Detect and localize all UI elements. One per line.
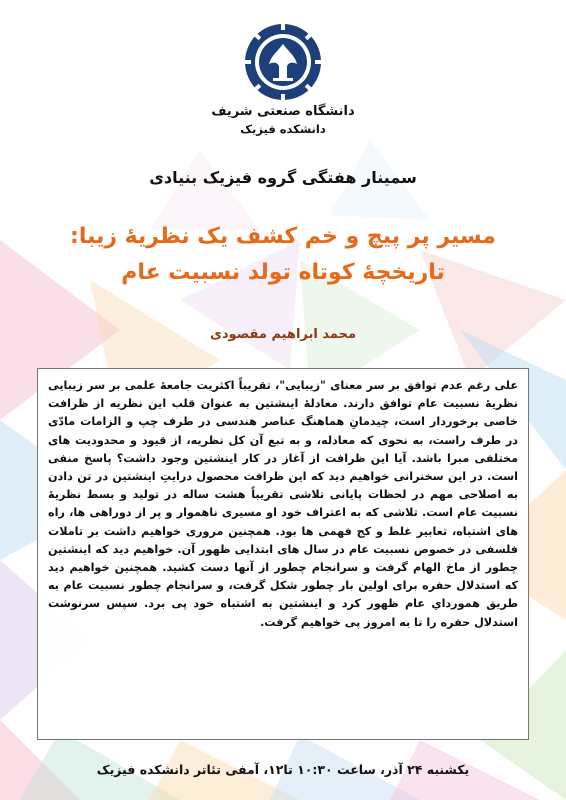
talk-title-line-2: تاریخچهٔ کوتاه تولد نسبیت عام [121, 260, 445, 285]
abstract-box [37, 368, 529, 740]
event-date-time-place: یکشنبه ۲۴ آذر، ساعت ۱۰:۳۰ تا۱۲، آمفی تئاتر دانشکده فیزیک [96, 762, 470, 777]
talk-title-line-1: مسیر پر پیچ و خم کشف یک نظریهٔ زیبا: [70, 224, 496, 249]
university-name: دانشگاه صنعتی شریف [211, 104, 355, 119]
seminar-heading: سمینار هفتگی گروه فیزیک بنیادی [149, 168, 417, 187]
abstract-text: علی رغم عدم توافق بر سر معنای "زیبایی"، تقریباً اکثریت جامعهٔ علمی بر سر زیبایی نظریهٔ نسبیت عام توافق دارند. معادلهٔ اینشتین به عنوان قلب این نظریه از ظرافت خاصی برخوردار است، چیدمانِ هماهنگ عناصر هندسی در طرف چپ و الزامات مادّی در طرف راست، به نحوی که معادله، و به تبع آن کل نظریه، از قیود و محدودیت های مختلفی مبرا باشد. آیا این ظرافت از آغاز در کار اینشتین وجود داشت؟ پاسخ منفی است. در این سخنرانی خواهیم دید که این ظرافت محصول درایتِ اینشتین در تن دادن به اصلاحی مهم در لحظات پایانی تلاشی تقریباً هشت ساله در تولید و بسط نظریهٔ نسبیت عام است. تلاشی که به اعتراف خود او مسیری ناهموار و پر از دوراهی ها، راه های اشتباه، تعابیر غلط و کج فهمی ها بود. همچنین مروری خواهیم داشت بر تاملات فلسفی در خصوص نسبیت عام در سال های ابتدایی ظهور آن. خواهیم دید که اینشتین چطور از ماخ الهام گرفت و سرانجام چطور از آنها دست کشید. همچنین خواهیم دید که استدلال حفره برای اولین بار چطور شکل گرفت، و سرانجام چطور نسبیت عام به طریق همورداي عام ظهور کرد و اینشتین به اشتباه خود پی برد. سپس سرنوشت استدلال حفره را تا به امروز پی خواهیم گرفت. [48, 379, 518, 629]
faculty-name: دانشکده فیزیک [240, 122, 326, 136]
speaker-name: محمد ابراهیم مقصودی [209, 327, 357, 342]
sharif-university-logo-icon [243, 22, 323, 102]
